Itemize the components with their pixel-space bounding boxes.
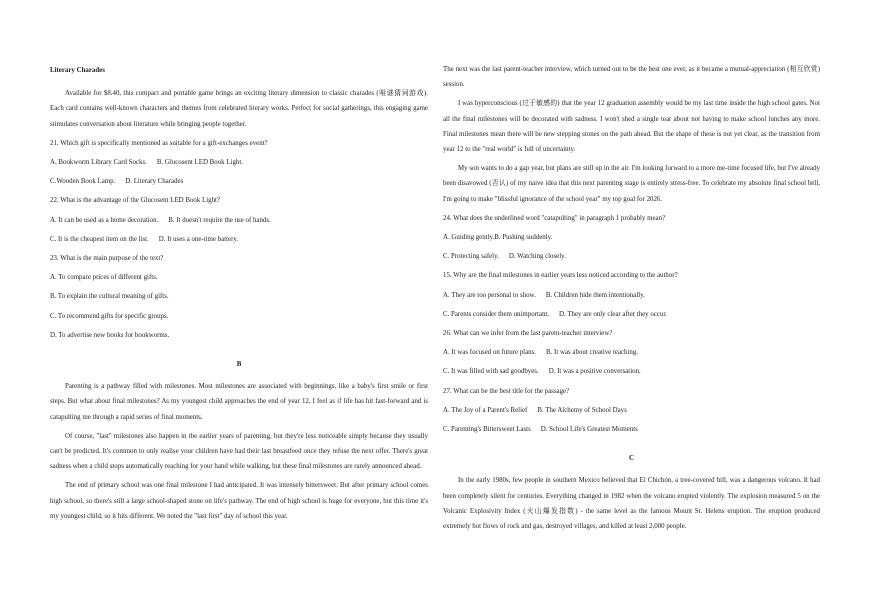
q25-options-row2 [443, 307, 820, 322]
q25-option-a: A. They are too personal to show. [443, 291, 536, 299]
q27-options-row1 [443, 403, 820, 418]
q21-option-b: B. Glucosent LED Book Light. [156, 159, 243, 167]
q21-option-a: A. Bookworm Library Card Socks. [50, 159, 147, 167]
b-paragraph-3: The end of primary school was one final milestone I had anticipated. It was intensely bittersweet. But after primary school comes high school, so there's still a large school-shaped stone on life's pathway. The end of high school is huge for everyone, but this time it's my youngest child, so it hits different. We noted the "last first" day of school this year. [50, 482, 428, 520]
q27-option-b: B. The Alchemy of School Days [537, 406, 627, 414]
q24-options-row1 [443, 230, 820, 245]
q25-option-b: B. Children hide them intentionally. [545, 291, 645, 299]
q24-option-d: D. Watching closely. [508, 253, 566, 261]
c-paragraph-1: In the early 1980s, few people in southern Mexico believed that El Chichón, a tree-covered hill, was a dangerous volcano. It had been completely silent for centuries. Everything changed in 1982 when the volcano erupted violently. The explosion measured 5 on the Volcanic Explosivity Index (火山爆发指数) - the same level as the famous Mount St. Helens eruption. The eruption produced extremely hot flows of rock and gas, destroyed villages, and killed at least 2,000 people. [443, 477, 820, 531]
q27-option-d: D. School Life's Greatest Moments [540, 426, 638, 434]
question-26: 26. What can we infer from the last parent-teacher interview? [443, 330, 613, 338]
q24-options-row2 [443, 249, 820, 264]
q22-option-b: B. It doesn't require the use of hands. [168, 216, 271, 224]
q26-options-row2 [443, 364, 820, 379]
q21-options-row1 [50, 155, 428, 170]
r-paragraph-3: My son wants to do a gap year, but plans are still up in the air. I'm looking forward to a more me-time focused life, but I've already been disavowed (否认) of my naive idea that this next parenting stage is entirely stress-free. To celebrate my absolute final school bell, I'm going to make "blissful ignorance of the school year" my top goal for 2026. [443, 165, 820, 203]
question-24: 24. What does the underlined word "catapulting" in paragraph 1 probably mean? [443, 214, 666, 222]
section-c-heading: C [629, 455, 634, 463]
q22-option-d: D. It uses a one-time battery. [158, 235, 239, 243]
q21-options-row2 [50, 174, 428, 189]
q24-option-b: B. Pushing suddenly. [494, 234, 553, 242]
q27-options-row2 [443, 422, 820, 437]
q27-option-c: C. Parenting's Bittersweet Lasts [443, 426, 531, 434]
q26-option-d: D. It was a positive conversation. [548, 368, 641, 376]
q26-option-b: B. It was about creative teaching. [546, 349, 639, 357]
question-27: 27. What can be the best title for the passage? [443, 387, 570, 395]
question-23: 23. What is the main purpose of the text? [50, 255, 164, 263]
q24-option-c: C. Protecting safely. [443, 253, 499, 261]
question-25: 15. Why are the final milestones in earlier years less noticed according to the author? [443, 272, 678, 280]
question-22: 22. What is the advantage of the Glucosent LED Book Light? [50, 197, 220, 205]
q26-option-c: C. It was filled with sad goodbyes. [443, 368, 539, 376]
q26-option-a: A. It was focused on future plans. [443, 349, 536, 357]
q21-option-d: D. Literary Charades [125, 178, 184, 186]
q21-option-c: C.Wooden Book Lamp. [50, 178, 116, 186]
intro-paragraph: Available for $8.40, this compact and portable game brings an exciting literary dimension to classic charades (哑谜猜词游戏). Each card contains well-known characters and themes from celebrated literary works. Perfect for social gatherings, this engaging game stimulates conversation about literature while bringing people together. [50, 90, 428, 128]
b-paragraph-1: Parenting is a pathway filled with milestones. Most milestones are associated with beginnings, like a baby's first smile or first steps. But what about final milestones? As my youngest child approaches the end of year 12, I feel as if life has hit fast-forward and is catapulting me through a rapid series of final moments. [50, 383, 428, 421]
q22-option-c: C. It is the cheapest item on the list. [50, 235, 149, 243]
q23-option-a: A. To compare prices of different gifts. [50, 274, 158, 282]
section-b-heading: B [236, 361, 242, 369]
q27-option-a: A. The Joy of a Parent's Relief [443, 406, 528, 414]
q25-options-row1 [443, 288, 820, 303]
question-21: 21. Which gift is specifically mentioned as suitable for a gift-exchanges event? [50, 139, 268, 147]
left-column [50, 62, 428, 528]
q25-option-c: C. Parents consider them unimportant. [443, 310, 550, 318]
q23-option-c: C. To recommend gifts for specific groups. [50, 312, 169, 320]
q24-option-a: A. Guiding gently. [443, 234, 495, 242]
q23-option-b: B. To explain the cultural meaning of gifts. [50, 293, 169, 301]
right-column [443, 62, 820, 538]
q22-options-row1 [50, 213, 428, 228]
q25-option-d: D. They are only clear after they occur. [559, 310, 667, 318]
q26-options-row1 [443, 345, 820, 360]
passage-title: Literary Charades [50, 67, 105, 74]
q23-option-d: D. To advertise new books for bookworms. [50, 331, 170, 339]
q22-options-row2 [50, 232, 428, 247]
q22-option-a: A. It can be used as a home decoration. [50, 216, 159, 224]
r-paragraph-2: I was hyperconscious (过于敏感的) that the year 12 graduation assembly would be my last time inside the high school gates. Not all the final milestones will be decorated with sadness. I won't shed a single tear about not having to make school lunches any more. Final milestones mean there will be new stepping stones on the path ahead. But the shape of these is not yet clear, as the transition from year 12 to the "real world" is full of uncertainty. [443, 100, 820, 154]
b-paragraph-2: Of course, "last" milestones also happen in the earlier years of parenting, but they're less noticeable simply because they usually can't be predicted. It's common to only realise your children have had their last breastfeed once they refuse the next offer. There's great sadness when a child stops automatically reaching for your hand while walking, but these final milestones are rarely announced ahead. [50, 432, 428, 471]
r-paragraph-1: The next was the last parent-teacher interview, which turned out to be the best one ever, as it became a mutual-appreciation (相互欣赏) session. [443, 66, 820, 89]
